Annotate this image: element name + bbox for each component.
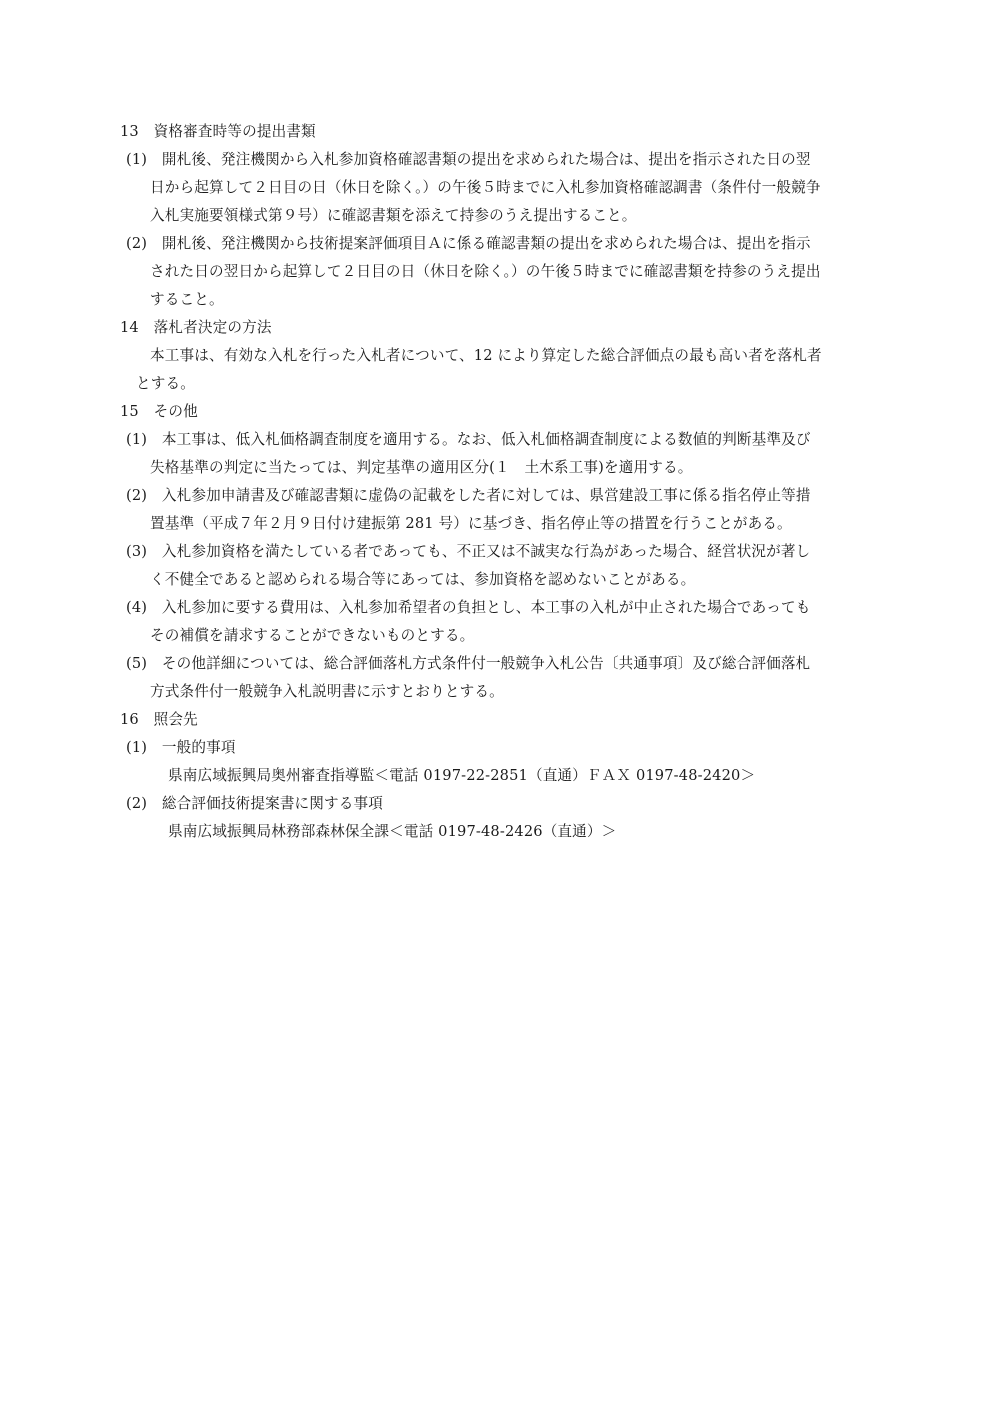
section-15-item-2-line-2: 置基準（平成７年２月９日付け建振第 281 号）に基づき、指名停止等の措置を行うことがある。	[150, 515, 792, 532]
section-13-heading: 13 資格審査時等の提出書類	[120, 123, 316, 140]
section-13-item-1-line-1: (1) 開札後、発注機関から入札参加資格確認書類の提出を求められた場合は、提出を指示された日の翌	[126, 151, 811, 168]
section-13-item-1-line-3: 入札実施要領様式第９号）に確認書類を添えて持参のうえ提出すること。	[150, 207, 637, 224]
section-15-item-4-line-2: その補償を請求することができないものとする。	[150, 627, 475, 644]
section-13-item-2-line-3: すること。	[150, 291, 224, 308]
section-13-item-1-line-2: 日から起算して２日目の日（休日を除く。）の午後５時までに入札参加資格確認調書（条件付一般競争	[150, 179, 821, 196]
section-14-line-1: 本工事は、有効な入札を行った入札者について、12 により算定した総合評価点の最も高い者を落札者	[150, 347, 822, 364]
section-16-heading: 16 照会先	[120, 711, 198, 728]
section-16-item-1-contact: 県南広域振興局奥州審査指導監＜電話 0197-22-2851（直通）ＦＡＸ 0197-48-2420＞	[168, 767, 756, 784]
section-13-item-2-line-2: された日の翌日から起算して２日目の日（休日を除く。）の午後５時までに確認書類を持参のうえ提出	[150, 263, 821, 280]
section-15-item-5-line-1: (5) その他詳細については、総合評価落札方式条件付一般競争入札公告〔共通事項〕及び総合評価落札	[126, 655, 811, 672]
section-15-item-1-line-2: 失格基準の判定に当たっては、判定基準の適用区分(１ 土木系工事)を適用する。	[150, 459, 693, 476]
section-16-item-2-line-1: (2) 総合評価技術提案書に関する事項	[126, 795, 384, 812]
section-15-item-3-line-1: (3) 入札参加資格を満たしている者であっても、不正又は不誠実な行為があった場合、経営状況が著し	[126, 543, 811, 560]
section-15-item-2-line-1: (2) 入札参加申請書及び確認書類に虚偽の記載をした者に対しては、県営建設工事に係る指名停止等措	[126, 487, 811, 504]
section-13-item-2-line-1: (2) 開札後、発注機関から技術提案評価項目Ａに係る確認書類の提出を求められた場合は、提出を指示	[126, 235, 811, 252]
section-14-heading: 14 落札者決定の方法	[120, 319, 272, 336]
section-15-item-5-line-2: 方式条件付一般競争入札説明書に示すとおりとする。	[150, 683, 504, 700]
section-15-heading: 15 その他	[120, 403, 198, 420]
section-16-item-2-contact: 県南広域振興局林務部森林保全課＜電話 0197-48-2426（直通）＞	[168, 823, 617, 840]
section-15-item-1-line-1: (1) 本工事は、低入札価格調査制度を適用する。なお、低入札価格調査制度による数値的判断基準及び	[126, 431, 811, 448]
section-16-item-1-line-1: (1) 一般的事項	[126, 739, 236, 756]
section-15-item-4-line-1: (4) 入札参加に要する費用は、入札参加希望者の負担とし、本工事の入札が中止された場合であっても	[126, 599, 811, 616]
section-14-line-2: とする。	[136, 375, 195, 392]
section-15-item-3-line-2: く不健全であると認められる場合等にあっては、参加資格を認めないことがある。	[150, 571, 696, 588]
